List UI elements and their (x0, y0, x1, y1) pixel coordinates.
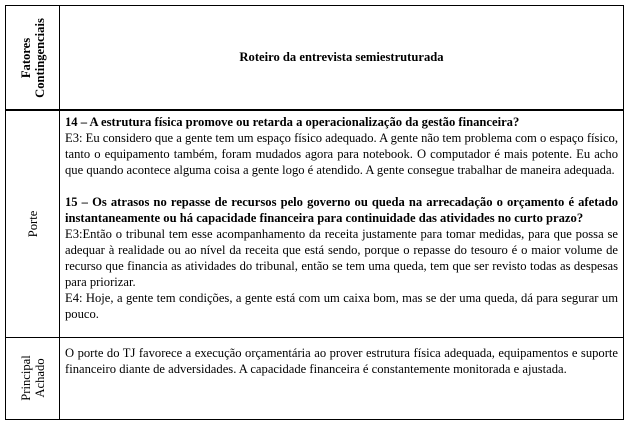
interview-table (5, 5, 624, 420)
label-line-1: Principal (18, 355, 33, 401)
question-14: 14 – A estrutura física promove ou retarda a operacionalização da gestão financeira? (65, 115, 520, 129)
finding-side-cell (6, 337, 60, 419)
answer-15-e3: E3:Então o tribunal tem esse acompanhamento da receita justamente para tomar medidas, para que possa se adequar à realidade ou ao nível da receita que está sendo, porque o repasse do tesouro é o maior volume de recurso que financia as atividades do tribunal, então se tem uma queda, tem que ser revisto todas as despesas para priorizar. (65, 227, 618, 289)
answer-14-e3: E3: Eu considero que a gente tem um espaço físico adequado. A gente não tem problema com o espaço físico, tanto o equipamento também, foram mudados agora para notebook. O computador é mais potente. Eu acho que quando acontece alguma coisa a gente logo é atendido. A gente consegue trabalhar de maneira adequada. (65, 131, 618, 177)
answer-15-e4: E4: Hoje, a gente tem condições, a gente está com um caixa bom, mas se der uma queda, dá para segurar um pouco. (65, 291, 618, 321)
label-line-2: Achado (32, 358, 47, 398)
header-side-cell (6, 6, 60, 111)
finding-row (6, 337, 624, 419)
header-row (6, 6, 624, 111)
porte-label: Porte (25, 210, 40, 238)
porte-row (6, 110, 624, 337)
porte-content (60, 110, 624, 337)
main-finding-label (19, 355, 47, 400)
porte-side-cell (6, 110, 60, 337)
header-title: Roteiro da entrevista semiestruturada (60, 6, 624, 111)
finding-text: O porte do TJ favorece a execução orçamentária ao prover estrutura física adequada, equipamentos e suporte financeiro diante de adversidades. A capacidade financeira é constantemente monitorada e ajustada. (60, 337, 624, 419)
label-line-2: Contingenciais (32, 17, 47, 98)
contingency-factors-label (19, 18, 47, 98)
label-line-1: Fatores (18, 37, 33, 78)
question-15: 15 – Os atrasos no repasse de recursos pelo governo ou queda na arrecadação o orçamento é afetado instantaneamente ou há capacidade financeira para continuidade das atividades no curto prazo? (65, 195, 618, 225)
